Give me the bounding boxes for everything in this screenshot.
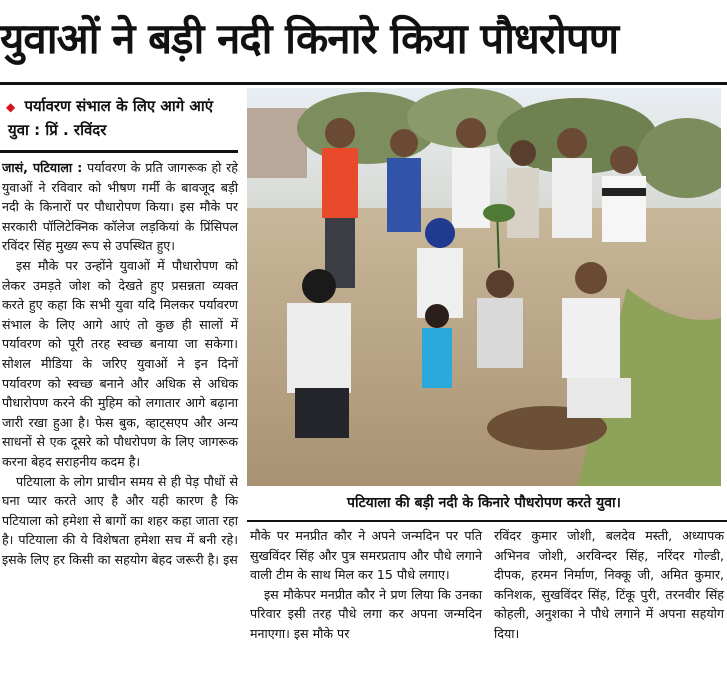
- headline-rule: [0, 82, 727, 85]
- column-1-para-1: [2, 158, 238, 256]
- column-2: [250, 526, 482, 644]
- deck-text-2: युवा : प्रिं . रविंदर: [8, 121, 107, 139]
- deck-line-1: [6, 95, 234, 119]
- column-1-para-3: पटियाला के लोग प्राचीन समय से ही पेड़ पौधों से घना प्यार करते आए है और यही कारण है कि पटियाला को हमेशा से बागों का शहर कहा जाता रहा है। पटियाला की ये विशेषता हमेशा सच में बनी रहे। इसके लिए हर किसी का सहयोग बेहद जरूरी है। इस: [2, 473, 238, 567]
- column-1: [2, 158, 238, 569]
- news-photo: [247, 88, 721, 486]
- photo-illustration: [247, 88, 721, 486]
- diamond-icon: ◆: [6, 100, 16, 114]
- column-2-para-2: इस मौकेपर मनप्रीत कौर ने प्रण लिया कि उनका परिवार इसी तरह पौधे लगा कर अपना जन्मदिन मनाएगा। इस मौके पर: [250, 586, 482, 641]
- photo-caption: पटियाला की बड़ी नदी के किनारे पौधरोपण करते युवा।: [347, 495, 621, 511]
- column-1-para-1-text: पर्यावरण के प्रति जागरूक हो रहे युवाओं ने रविवार को भीषण गर्मी के बावजूद बड़ी नदी के किनारों पर पौधारोपण किया। इस मौके पर सरकारी पॉलिटेक्निक कॉलेज लड़कियां के प्रिंसिपल रविंदर सिंह मुख्य रूप से उपस्थित हुए।: [2, 160, 238, 254]
- deck: [6, 95, 234, 142]
- caption-rule: [247, 520, 727, 522]
- headline: युवाओं ने बड़ी नदी किनारे किया पौधरोपण: [0, 14, 619, 63]
- deck-text-1: पर्यावरण संभाल के लिए आगे आएं: [24, 97, 214, 115]
- column-3-para-1: रविंदर कुमार जोशी, बलदेव मस्ती, अध्यापक अभिनव जोशी, अरविन्दर सिंह, नरिंदर गोल्डी, दीपक, हरमन निर्माण, निक्कू जी, अमित कुमार, कनिशक, सुखविंदर सिंह, टिंकू पुरी, तरनवीर सिंह कोहली, अनुशका ने पौधे लगाने में अपना सहयोग दिया।: [494, 528, 724, 641]
- column-2-para-1: मौके पर मनप्रीत कौर ने अपने जन्मदिन पर पति सुखविंदर सिंह और पुत्र समरप्रताप और पौधे लगाने वाली टीम के साथ मिल कर 15 पौधे लगाए।: [250, 528, 482, 583]
- deck-rule: [0, 150, 238, 153]
- column-3: [494, 526, 724, 644]
- dateline: जासं, पटियाला :: [2, 160, 83, 175]
- column-1-para-2: इस मौके पर उन्होंने युवाओं में पौधारोपण को लेकर उमड़ते जोश को देखते हुए प्रसन्नता व्यक्त करते हुए कहा कि सभी युवा यदि मिलकर पर्यावरण संभाल के लिए आगे आएं तो कुछ ही सालों में पर्यावरण को पूरी तरह स्वच्छ बनाया जा सकेगा। सोशल मीडिया के जरिए युवाओं ने इन दिनों पर्यावरण को स्वच्छ बनाने और अधिक से अधिक पौधारोपण करने की मुहिम को लगातार आगे बढ़ाना जारी रखा हुआ है। फेस बुक, व्हाट्सएप और अन्य साधनों से एक दूसरे को पौधरोपण के लिए जागरूक करना बेहद सराहनीय कदम है।: [2, 257, 238, 469]
